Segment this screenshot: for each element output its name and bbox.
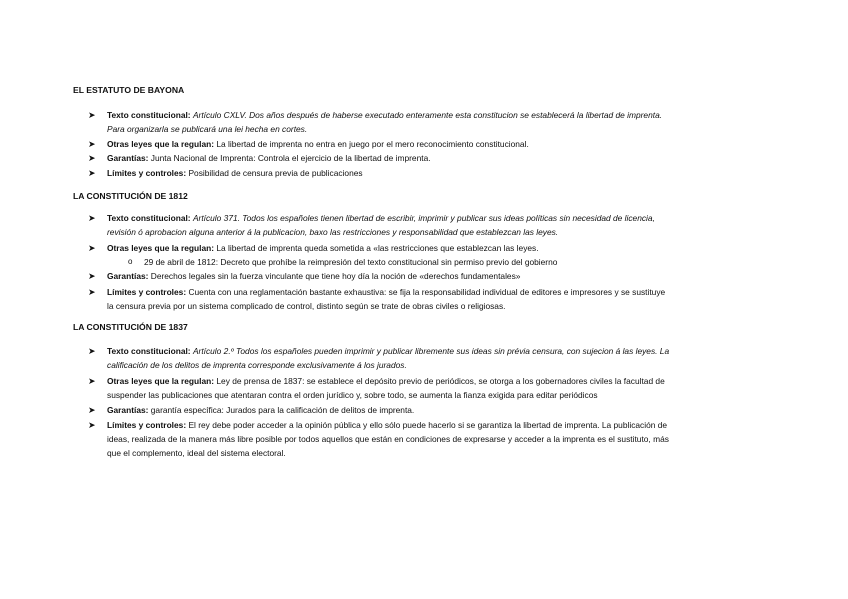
- arrow-bullet-icon: ➤: [88, 420, 96, 430]
- item-text: Junta Nacional de Imprenta: Controla el ejercicio de la libertad de imprenta.: [150, 153, 431, 163]
- item-label: Otras leyes que la regulan:: [107, 243, 215, 253]
- item-text: revisión ó aprobacion alguna anterior á la publicacion, baxo las restricciones y responsabilidad que establezcan las leyes.: [107, 227, 559, 237]
- item-label: Garantías:: [107, 405, 149, 415]
- item-text: Ley de prensa de 1837: se establece el depósito previo de periódicos, se otorga a los gobernadores civiles la facultad de: [216, 376, 665, 386]
- arrow-bullet-icon: ➤: [88, 376, 96, 386]
- arrow-bullet-icon: ➤: [88, 110, 96, 120]
- item-label: Límites y controles:: [107, 420, 187, 430]
- item-label: Otras leyes que la regulan:: [107, 376, 215, 386]
- item-text: La libertad de imprenta queda sometida a «las restricciones que establezcan las leyes.: [216, 243, 539, 253]
- item-text: La libertad de imprenta no entra en juego por el mero reconocimiento constitucional.: [216, 139, 529, 149]
- item-label: Texto constitucional:: [107, 110, 191, 120]
- arrow-bullet-icon: ➤: [88, 287, 96, 297]
- item-text: El rey debe poder acceder a la opinión pública y ello sólo puede hacerlo si se garantiza la libertad de imprenta. La publicación de: [188, 420, 668, 430]
- section-heading: LA CONSTITUCIÓN DE 1812: [73, 191, 188, 201]
- arrow-bullet-icon: ➤: [88, 243, 96, 253]
- item-text: suspender las publicaciones que atentaran contra el orden jurídico y, sobre todo, se aumenta la fianza exigida para editar periódicos: [107, 390, 598, 400]
- arrow-bullet-icon: ➤: [88, 405, 96, 415]
- item-label: Texto constitucional:: [107, 213, 191, 223]
- item-text: Cuenta con una reglamentación bastante exhaustiva: se fija la responsabilidad individual de editores e impresores y se sustituye: [188, 287, 666, 297]
- arrow-bullet-icon: ➤: [88, 153, 96, 163]
- item-label: Garantías:: [107, 271, 149, 281]
- section-heading: LA CONSTITUCIÓN DE 1837: [73, 322, 188, 332]
- circle-bullet-icon: o: [128, 257, 133, 266]
- item-text: ideas, realizada de la manera más libre posible por todos aquellos que están en condiciones de expresarse y acceder a la imprenta es el sustituto, más: [107, 434, 669, 444]
- item-text: Para organizarla se publicará una lei hecha en cortes.: [107, 124, 308, 134]
- item-text: Artículo 2.º Todos los españoles pueden imprimir y publicar libremente sus ideas sin prévia censura, con sujecion á las leyes. La: [192, 346, 670, 356]
- arrow-bullet-icon: ➤: [88, 213, 96, 223]
- item-label: Garantías:: [107, 153, 149, 163]
- item-text: Posibilidad de censura previa de publicaciones: [188, 168, 363, 178]
- item-label: Otras leyes que la regulan:: [107, 139, 215, 149]
- sub-item-text: 29 de abril de 1812: Decreto que prohíbe la reimpresión del texto constitucional sin permiso previo del gobierno: [144, 257, 558, 267]
- item-text: Artículo CXLV. Dos años después de haberse executado enteramente esta constitucion se establecerá la libertad de imprenta.: [192, 110, 663, 120]
- item-label: Texto constitucional:: [107, 346, 191, 356]
- item-text: que el complemento, ideal del sistema electoral.: [107, 448, 286, 458]
- item-text: garantía específica: Jurados para la calificación de delitos de imprenta.: [150, 405, 415, 415]
- section-heading: EL ESTATUTO DE BAYONA: [73, 85, 185, 95]
- arrow-bullet-icon: ➤: [88, 168, 96, 178]
- item-text: la censura previa por un sistema complicado de control, distinto según se trate de obras civiles o religiosas.: [107, 301, 506, 311]
- item-text: calificación de los delitos de imprenta corresponde exclusivamente á los jurados.: [107, 360, 407, 370]
- item-label: Límites y controles:: [107, 168, 187, 178]
- item-text: Derechos legales sin la fuerza vinculante que tiene hoy día la noción de «derechos fundamentales»: [150, 271, 521, 281]
- item-text: Artículo 371. Todos los españoles tienen libertad de escribir, imprimir y publicar sus ideas políticas sin necesidad de licencia,: [192, 213, 655, 223]
- arrow-bullet-icon: ➤: [88, 139, 96, 149]
- item-label: Límites y controles:: [107, 287, 187, 297]
- arrow-bullet-icon: ➤: [88, 346, 96, 356]
- arrow-bullet-icon: ➤: [88, 271, 96, 281]
